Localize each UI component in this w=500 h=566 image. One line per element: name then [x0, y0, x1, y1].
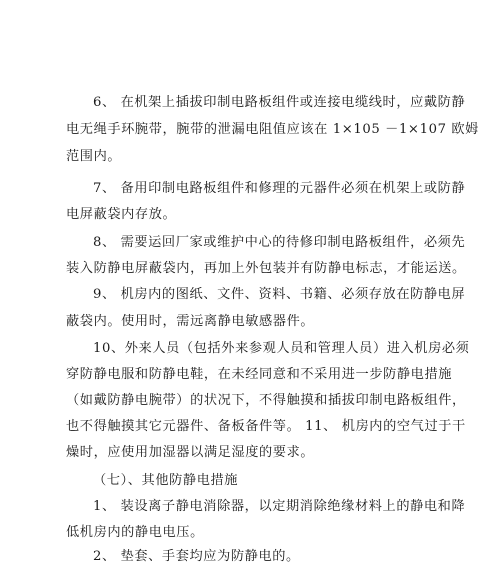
text-line-14: 燥时，应使用加湿器以满足湿度的要求。	[66, 445, 315, 460]
text-line-16: 1、 装设离子静电消除器，以定期消除绝缘材料上的静电和降	[93, 499, 466, 514]
text-line-8: 9、 机房内的图纸、文件、资料、书籍、必须存放在防静电屏	[93, 287, 466, 302]
text-line-4: 7、 备用印制电路板组件和修理的元器件必须在机架上或防静	[93, 181, 466, 196]
text-line-11: 穿防静电服和防静电鞋，在未经同意和不采用进一步防静电措施	[66, 367, 453, 382]
text-line-13: 也不得触摸其它元器件、备板备件等。 11、 机房内的空气过于干	[66, 419, 466, 434]
text-line-7: 装入防静电屏蔽袋内，再加上外包装并有防静电标志，才能运送。	[66, 261, 466, 276]
text-line-10: 10、外来人员（包括外来参观人员和管理人员）进入机房必须	[93, 341, 470, 356]
text-line-6: 8、 需要运回厂家或维护中心的待修印制电路板组件，必须先	[93, 235, 466, 250]
text-line-2: 电无绳手环腕带，腕带的泄漏电阻值应该在 1×105 －1×107 欧姆	[66, 122, 479, 137]
text-line-1: 6、 在机架上插拔印制电路板组件或连接电缆线时，应戴防静	[93, 95, 466, 110]
text-line-5: 电屏蔽袋内存放。	[66, 207, 177, 222]
text-line-17: 低机房内的静电电压。	[66, 525, 204, 540]
text-line-3: 范围内。	[66, 149, 122, 164]
text-line-18: 2、 垫套、手套均应为防静电的。	[93, 549, 300, 564]
text-line-9: 蔽袋内。使用时，需远离静电敏感器件。	[66, 314, 315, 329]
text-line-12: （如戴防静电腕带）的状况下，不得触摸和插拔印制电路板组件，	[66, 393, 466, 408]
section-heading: （七）、其他防静电措施	[93, 473, 239, 488]
